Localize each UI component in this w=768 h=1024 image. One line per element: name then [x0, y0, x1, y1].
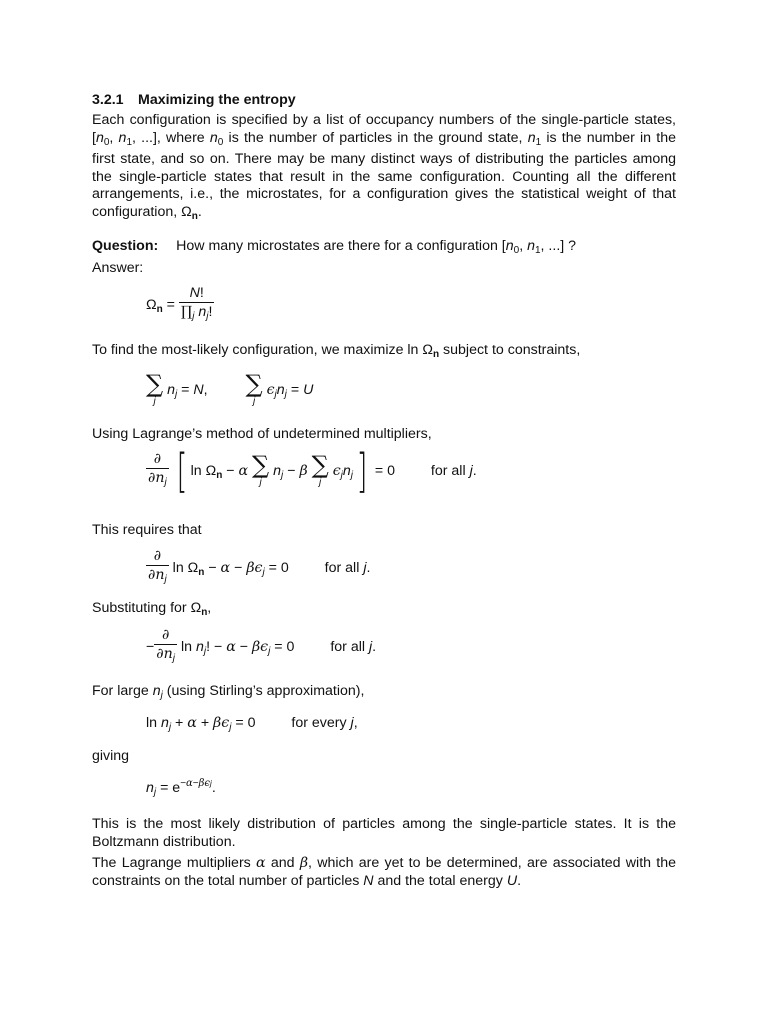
paragraph-multipliers: The Lagrange multipliers α and β, which are yet to be determined, are associated with the constraints on the total number of particles N and the total energy U. — [92, 855, 677, 889]
paragraph-boltzmann: This is the most likely distribution of particles among the single-particle states. It is the Boltzmann distribution. — [92, 816, 676, 850]
equation-constraints: ∑ j $n_j = N$, ∑ j $\epsilon_jn_j = U$ — [146, 370, 314, 407]
section-title: Maximizing the entropy — [138, 92, 296, 108]
section-heading — [92, 92, 296, 108]
answer-label: Answer: — [92, 260, 144, 276]
equation-substituted: − $\frac{\partial}{\partial n_j}$ $\ln n_j$! − $\alpha - \beta\epsilon_j = 0$ for all j. — [146, 627, 377, 664]
paragraph-configuration: Each configuration is specified by a list of occupancy numbers of the single-particle states, [$n_0$, $n_1$, ...], where $n_0$ is the number of particles in the ground state, $n_1$ is the number in the first state, and so on. There may be many distinct ways of distributing the particles among the single-particle states that result in the same configuration. Counting all the different arrangements, i.e., the microstates, for a configuration gives the statistical weight of that configuration, $\Omega_n$. — [92, 112, 676, 222]
equation-boltzmann: $n_j = e^{-\alpha-\beta\epsilon j}$. — [146, 778, 216, 798]
equation-stirling: $\ln n_j + \alpha + \beta\epsilon_j = 0$ for every j, — [146, 715, 358, 733]
question-label: Question: — [92, 238, 159, 254]
question-text: How many microstates are there for a configuration [$n_0$, $n_1$, ...] ? — [176, 238, 577, 256]
paragraph-giving: giving — [92, 748, 130, 764]
section-number: 3.2.1 — [92, 92, 124, 108]
paragraph-substituting: Substituting for $\Omega_n$, — [92, 600, 212, 618]
paragraph-find: To find the most-likely configuration, we maximize $\ln \Omega_n$ subject to constraints, — [92, 342, 581, 360]
paragraph-lagrange: Using Lagrange’s method of undetermined multipliers, — [92, 426, 432, 442]
paragraph-large-nj: For large $n_j$ (using Stirling’s approximation), — [92, 683, 365, 701]
equation-lagrange: $\frac{\partial}{\partial n_j}$ [ $\ln \Omega_n - \alpha$ ∑ j $n_j - \beta$ ∑ j $\epsilon_jn_j] = 0$ for all j. — [148, 444, 477, 498]
equation-requires: $\frac{\partial}{\partial n_j}$ $\ln \Omega_n - \alpha - \beta\epsilon_j = 0$ for all j. — [148, 548, 371, 585]
question-line — [92, 238, 576, 256]
equation-omega: $\Omega_n$ = $\frac{N!}{\prod_j n_j!}$ — [146, 285, 213, 322]
paragraph-requires: This requires that — [92, 522, 202, 538]
